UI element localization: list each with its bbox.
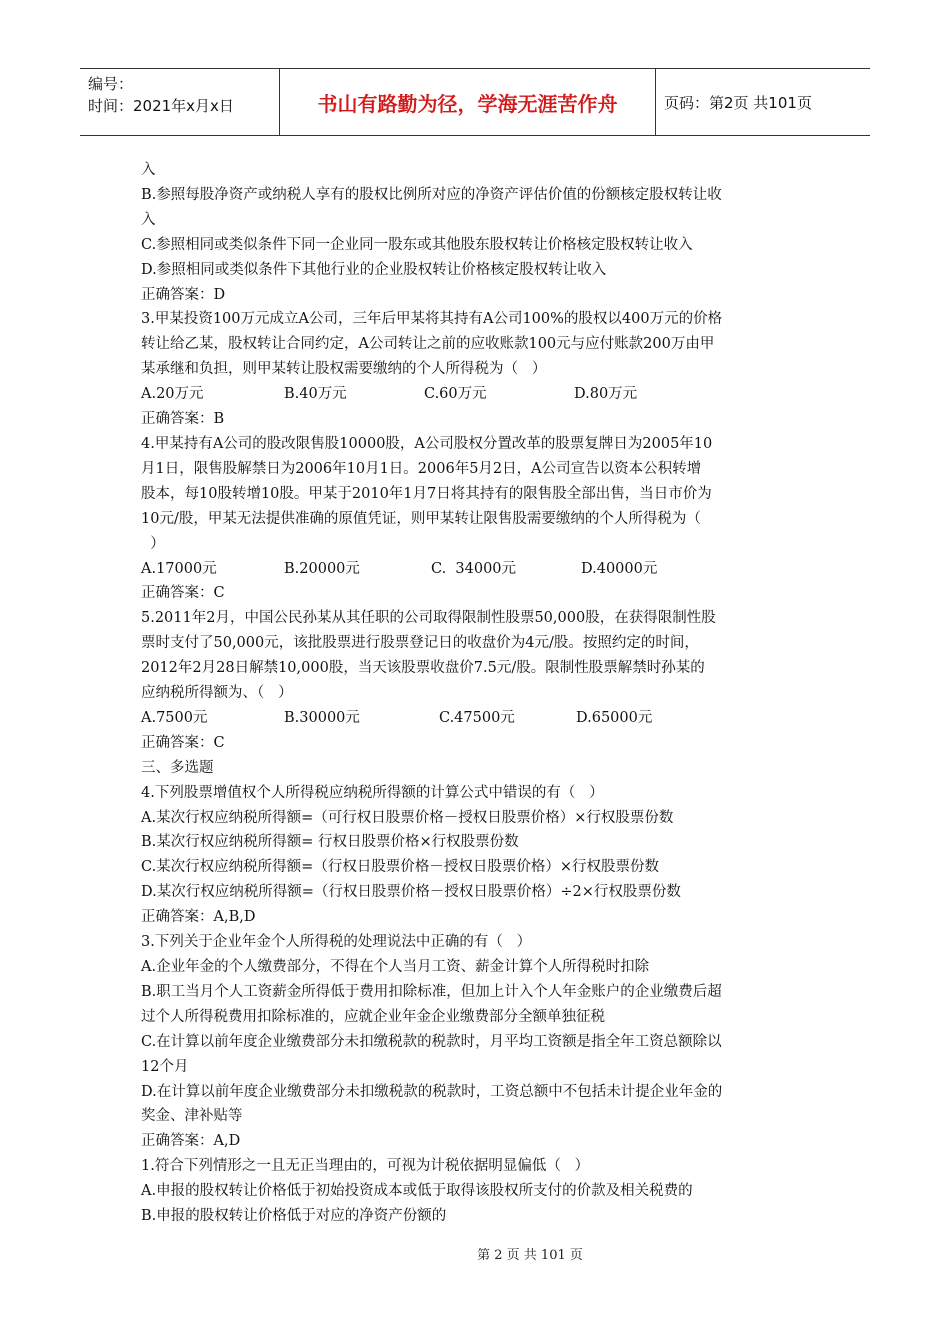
header-meta [80, 69, 280, 135]
options-row [141, 706, 821, 731]
document-body [141, 158, 821, 1229]
section-heading: 三、多选题 [141, 759, 214, 776]
text-line: 某承继和负担，则甲某转让股权需要缴纳的个人所得税为（ ） [141, 361, 547, 378]
question-line: 4.下列股票增值权个人所得税应纳税所得额的计算公式中错误的有（ ） [141, 784, 604, 801]
text-line: C.某次行权应纳税所得额=（行权日股票价格－授权日股票价格）×行权股票份数 [141, 859, 659, 876]
text-line: C.在计算以前年度企业缴费部分未扣缴税款的税款时，月平均工资额是指全年工资总额除以 [141, 1033, 722, 1050]
option-c: C. 34000元 [431, 560, 517, 577]
text-line: 12个月 [141, 1058, 189, 1075]
option-d: D.40000元 [581, 560, 658, 577]
question-line: 5.2011年2月，中国公民孙某从其任职的公司取得限制性股票50,000股，在获得限制性股 [141, 610, 716, 627]
text-line: ） [141, 535, 165, 552]
answer-line: 正确答案：D [141, 286, 226, 303]
text-line: 票时支付了50,000元，该批股票进行股票登记日的收盘价为4元/股。按照约定的时间， [141, 635, 699, 652]
text-line: D.某次行权应纳税所得额=（行权日股票价格－授权日股票价格）÷2×行权股票份数 [141, 884, 681, 901]
option-b: B.20000元 [284, 560, 360, 577]
text-line: C.参照相同或类似条件下同一企业同一股东或其他股东股权转让价格核定股权转让收入 [141, 236, 693, 253]
text-line: 股本，每10股转增10股。甲某于2010年1月7日将其持有的限售股全部出售，当日市价为 [141, 485, 712, 502]
option-c: C.60万元 [424, 386, 487, 403]
text-line: 2012年2月28日解禁10,000股，当天该股票收盘价7.5元/股。限制性股票解禁时孙某的 [141, 660, 705, 677]
answer-line: 正确答案：C [141, 585, 225, 602]
header-page-label: 页码：第2页 共101页 [664, 93, 812, 112]
footer-page-number: 第 2 页 共 101 页 [477, 1248, 583, 1263]
option-a: A.7500元 [141, 709, 208, 726]
text-line: 入 [141, 211, 156, 228]
number-label: 编号： [88, 75, 134, 93]
text-line: A.某次行权应纳税所得额=（可行权日股票价格－授权日股票价格）×行权股票份数 [141, 809, 674, 826]
answer-line: 正确答案：C [141, 734, 225, 751]
option-b: B.40万元 [284, 386, 347, 403]
question-line: 1.符合下列情形之一且无正当理由的，可视为计税依据明显偏低（ ） [141, 1158, 590, 1175]
text-line: 入 [141, 162, 156, 178]
option-a: A.17000元 [141, 560, 217, 577]
text-line: D.在计算以前年度企业缴费部分未扣缴税款的税款时，工资总额中不包括未计提企业年金的 [141, 1083, 723, 1100]
option-d: D.80万元 [574, 386, 638, 403]
options-row [141, 382, 821, 407]
text-line: 过个人所得税费用扣除标准的，应就企业年金企业缴费部分全额单独征税 [141, 1008, 605, 1025]
question-line: 3.下列关于企业年金个人所得税的处理说法中正确的有（ ） [141, 934, 532, 951]
answer-line: 正确答案：B [141, 411, 225, 428]
options-row [141, 557, 821, 582]
text-line: 应纳税所得额为、（ ） [141, 685, 293, 702]
text-line: 月1日，限售股解禁日为2006年10月1日。2006年5月2日，A公司宣告以资本公积转增 [141, 460, 702, 477]
option-a: A.20万元 [141, 386, 204, 403]
text-line: D.参照相同或类似条件下其他行业的企业股权转让价格核定股权转让收入 [141, 261, 607, 278]
text-line: B.申报的股权转让价格低于对应的净资产份额的 [141, 1208, 447, 1225]
question-line: 4.甲某持有A公司的股改限售股10000股，A公司股权分置改革的股票复牌日为2005年10 [141, 435, 713, 452]
option-b: B.30000元 [284, 709, 360, 726]
answer-line: 正确答案：A,B,D [141, 909, 256, 926]
text-line: 奖金、津补贴等 [141, 1108, 243, 1125]
text-line: B.某次行权应纳税所得额= 行权日股票价格×行权股票份数 [141, 834, 519, 851]
text-line: B.职工当月个人工资薪金所得低于费用扣除标准，但加上计入个人年金账户的企业缴费后超 [141, 983, 722, 1000]
text-line: 转让给乙某，股权转让合同约定，A公司转让之前的应收账款100元与应付账款200万由甲 [141, 336, 715, 353]
text-line: B.参照每股净资产或纳税人享有的股权比例所对应的净资产评估价值的份额核定股权转让收 [141, 186, 722, 203]
page-footer [0, 1244, 950, 1263]
page-header [80, 68, 870, 136]
header-motto: 书山有路勤为径，学海无涯苦作舟 [280, 69, 656, 135]
date-label: 时间：2021年x月x日 [88, 97, 234, 115]
option-c: C.47500元 [439, 709, 515, 726]
text-line: A.申报的股权转让价格低于初始投资成本或低于取得该股权所支付的价款及相关税费的 [141, 1183, 693, 1200]
text-line: 10元/股，甲某无法提供准确的原值凭证，则甲某转让限售股需要缴纳的个人所得税为（ [141, 510, 701, 527]
option-d: D.65000元 [576, 709, 653, 726]
text-line: A.企业年金的个人缴费部分，不得在个人当月工资、薪金计算个人所得税时扣除 [141, 959, 650, 975]
answer-line: 正确答案：A,D [141, 1133, 241, 1150]
question-line: 3.甲某投资100万元成立A公司，三年后甲某将其持有A公司100%的股权以400万元的价格 [141, 311, 723, 328]
